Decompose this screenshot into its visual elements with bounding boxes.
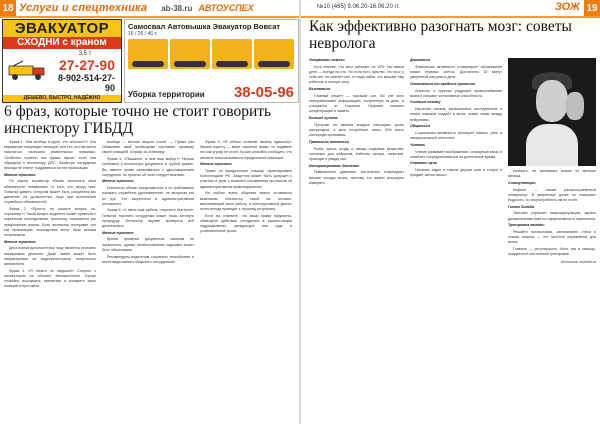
article-paragraph: Фраза 4. «Покажите, а чем наш выбор?» Нельзя требовать у инспектора документы в грубой форме. Вы имеете право ознакомиться с удостоверением сотрудника, но просить об этом следует вежливо. <box>102 157 194 177</box>
article-subheading: Стимуляторы <box>508 180 536 185</box>
ad-tow-phone-alt[interactable]: 8-902-514-27-90 <box>57 73 115 93</box>
article-subheading: Мнение юристов <box>4 172 36 177</box>
article-paragraph: Экстракт улучшает микроциркуляцию, однако доказательная база его эффективности ограничена. <box>508 211 596 221</box>
article-paragraph: Фраза 2. «Прости, не решите вопрос по-хорошему?» Такой вопрос водителя может привести к серьёзным последствиям, поскольку понимается как предложение взятки. Если инспектор воспримет это как провокацию, последствия могут быть весьма печальными. <box>4 206 96 237</box>
ad-tow-subtitle: СХОДНИ с краном <box>3 37 121 49</box>
article-paragraph: Рыба, орехи, ягоды и овощи содержат вещества, полезные для нейронов. Избыток сахара, напротив, приводит к упадку сил. <box>309 146 404 161</box>
article-paragraph: На любом этапе общения важно оставаться вежливым. Инспектор такой же человек, выполняющий свою работу, и конструктивный диалог почти всегда приводит к лучшему результату. <box>200 191 292 211</box>
article-paragraph: Прогулки на свежем воздухе насыщают кровь кислородом, а мозг потребляет около 20% всего кислорода организма. <box>309 122 404 138</box>
article-paragraph: По закону инспектор обязан исполнять свои обязанности независимо от того, кто перед ним. Попытка давить статусом может быть расценена как давление на должностное лицо при исполнении служебных обязанностей. <box>4 179 96 205</box>
article-paragraph: Фраза 3. «Я ничего не нарушал!» Спорить с инспектором на обочине бессмысленно. Лучше спокойно выслушать претензии и изложить свою позицию в протоколе. <box>4 268 96 289</box>
site-link[interactable]: ab-38.ru <box>161 3 193 13</box>
photo-shirt <box>526 124 578 166</box>
ad-services-bottom: Уборка территории <box>128 90 205 99</box>
article-paragraph: Изучение языков, музыкальных инструментов и новых навыков создаёт в мозге новые связи между нейронами. <box>410 107 502 122</box>
article-paragraph: Главный рецепт — хороший сон. Во сне мозг перерабатывает информацию, полученную за день, и очищается от токсинов. Недосып снижает концентрацию и память. <box>309 93 404 114</box>
article-paragraph: Решайте головоломки, запоминайте стихи и списки покупок — это простые упражнения для мозга. <box>508 230 596 245</box>
article-body-right <box>309 58 596 420</box>
right-column-2 <box>410 58 502 420</box>
article-headline-right: Как эффективно разогнать мозг: советы невролога <box>309 18 572 52</box>
dump-truck-icon <box>128 39 168 69</box>
article-paragraph: Если вы считаете, что ваши права нарушены, обжалуйте действия сотрудника в вышестоящем подразделении, прокуратуре или суде в установленные сроки. <box>200 213 292 234</box>
article-subheading: Мнение юристов <box>102 230 134 235</box>
article-subheading: Выспаться <box>309 87 331 92</box>
article-photo <box>508 58 596 166</box>
article-subheading: Гинкго билоба <box>508 204 535 209</box>
ad-tow-footer: ДЕШЕВО, БЫСТРО, НАДЁЖНО <box>3 95 121 102</box>
tow-truck-icon <box>212 39 252 69</box>
article-subheading: Учиться новому <box>410 100 441 105</box>
article-body-left <box>4 140 292 422</box>
article-paragraph: Инспектор обязан представиться и по требованию показать служебное удостоверение, не выпуская его из рук. Это закреплено в Административном регламенте. <box>102 186 194 206</box>
right-column-1 <box>309 58 404 420</box>
ad-vehicles <box>125 37 298 71</box>
left-column-1 <box>4 140 96 422</box>
article-paragraph: Физическая активность стимулирует образование новых нервных клеток. Достаточно 30 минут умеренной нагрузки в день. <box>410 64 502 80</box>
ad-services-subtitle: 16 / 26 / 46 т. <box>128 31 158 37</box>
article-subheading: Тренировка памяти <box>508 223 545 228</box>
article-subheading: Мнение юристов <box>102 179 134 184</box>
article-paragraph: успехать, не принимать можно не меньше месяца. <box>508 169 596 179</box>
photo-face <box>536 80 568 122</box>
article-subheading: Отказаться от вредных привычек <box>410 81 476 86</box>
section-title-right: ЗОЖ <box>554 1 580 13</box>
article-headline-left: 6 фраз, которые точно не стоит говорить инспектору ГИБДД <box>4 103 272 137</box>
right-page <box>301 0 600 424</box>
article-paragraph: Фраза 1. «Вы вообще в курсе, кто я/он/она?!» Эта выражение говорящих наглецов, или тех, кто пытается хвастаться наличием влиятельных знакомых. Особенно странно эта фраза звучит, если она обращена к инспектору ДПС. Зачастую сотрудники никогда не станут поддаваться на эти провокации. <box>4 140 96 171</box>
article-paragraph: Алкоголь и курение ухудшают кровоснабжение мозга и снижают когнитивные способности. <box>410 88 502 98</box>
article-paragraph: Кофеин — самый распространённый стимулятор. В умеренных дозах он повышает бодрость, но злоупотреблять им не стоит. <box>508 187 596 203</box>
article-paragraph: Время проверки документов законом не ограничено, однако необоснованная задержка может быть обжалована. <box>102 237 194 252</box>
right-column-3 <box>508 58 596 420</box>
ad-tow-truck[interactable] <box>2 19 122 103</box>
article-paragraph: Рекомендуем водителям сохранять спокойствие и вести видеозапись общения с сотрудником. <box>102 254 194 264</box>
right-header <box>301 0 600 18</box>
article-paragraph: Дача взятки должностному лицу является уголовно наказуемым деянием. Даже намёк может быть зафиксирован на видеорегистратор патрульного автомобиля. <box>4 246 96 266</box>
left-column-2 <box>102 140 194 422</box>
ad-tow-title: ЭВАКУАТОР <box>3 20 121 37</box>
article-subheading: Мнение юристов <box>200 162 232 167</box>
article-subheading: Контролировать давление <box>309 163 360 168</box>
article-paragraph: вообще — вечная защита коней, — Прямо раз Обязывать свой необходимо поставить проверку своей позицией. Штраф за остановку. <box>102 140 194 155</box>
ad-services-title: Самосвал Автовышка Эвакуатор Вовсат <box>128 22 281 31</box>
article-subheading: Правильно питаться <box>309 139 349 144</box>
section-title: Услуги и спецтехника <box>19 2 148 14</box>
photo-hand <box>566 92 584 120</box>
left-header <box>0 0 299 18</box>
article-paragraph: Есть мнение, что мозг работает на 10%. На самом деле — всегда на сто. Но если есть чувство, что мозг у тебя сел, не хватает сил, то надо найти, что мешает ему работать в полную силу. <box>309 64 404 85</box>
article-paragraph: Социальная активность тренирует память, речь и эмоциональный интеллект. <box>410 130 502 141</box>
article-subheading: Читать <box>410 142 426 147</box>
right-column-3-text <box>508 169 596 258</box>
issue-info: №10 (465) 9.06.20-16.06.20 гг. <box>317 4 400 10</box>
left-column-3 <box>200 140 292 422</box>
article-paragraph: Главное — регулярность. Мозг, как и мышцы, нуждается в постоянной тренировке. <box>508 247 596 257</box>
brand-logo: АВТОУСПЕХ <box>198 3 254 13</box>
article-subheading: Общаться <box>410 124 430 129</box>
article-subheading: Устранить помехи <box>309 58 345 62</box>
article-paragraph: Чтение развивает воображение, словарный запас и помогает сосредотачиваться на длительное время. <box>410 149 502 159</box>
article-paragraph: Наличие задач и планов держит мозг в тонусе и придаёт жизни смысл. <box>410 168 502 178</box>
tow-truck-icon <box>7 60 47 82</box>
article-subheading: Мнение юристов <box>4 239 36 244</box>
ad-tow-phone-main[interactable]: 27-27-90 <box>58 57 115 73</box>
article-paragraph: Повышенное давление постепенно повреждает мелкие сосуды мозга, поэтому его важно регулярно измерять. <box>309 170 404 185</box>
ad-services[interactable] <box>124 19 299 103</box>
article-paragraph: Фраза 6. «Я сейчас позвоню своему адвокату!» Звонок юристу — ваше законное право, но подавать это как угрозу не стоит. Лучше спокойно сообщить, что желаете воспользоваться юридической помощью. <box>200 140 292 160</box>
article-subheading: Больше гулять <box>309 116 338 121</box>
article-paragraph: Право на юридическую помощь гарантировано Конституцией РФ. Защитник может быть допущен к участию в деле с момента составления протокола об административном правонарушении. <box>200 169 292 189</box>
article-subheading: Ставить цели <box>410 161 438 166</box>
aerial-platform-icon <box>170 39 210 69</box>
article-source: Источник: zozhnik.ru <box>560 259 596 264</box>
ad-services-phone[interactable]: 38-05-96 <box>233 84 294 101</box>
article-paragraph: Фраза 5. «У меня ещё работа, отпустите быстрее!» Попытка торопить сотрудника может лишь затянуть процедуру. Инспектор вправе проверить всё досконально. <box>102 208 194 229</box>
page-number-left: 18 <box>0 0 16 16</box>
page-number-right: 19 <box>584 0 600 16</box>
left-page <box>0 0 299 424</box>
article-subheading: Двигаться <box>410 58 431 62</box>
ad-tow-capacity: 3,5 т <box>78 51 92 57</box>
excavator-icon <box>254 39 294 69</box>
